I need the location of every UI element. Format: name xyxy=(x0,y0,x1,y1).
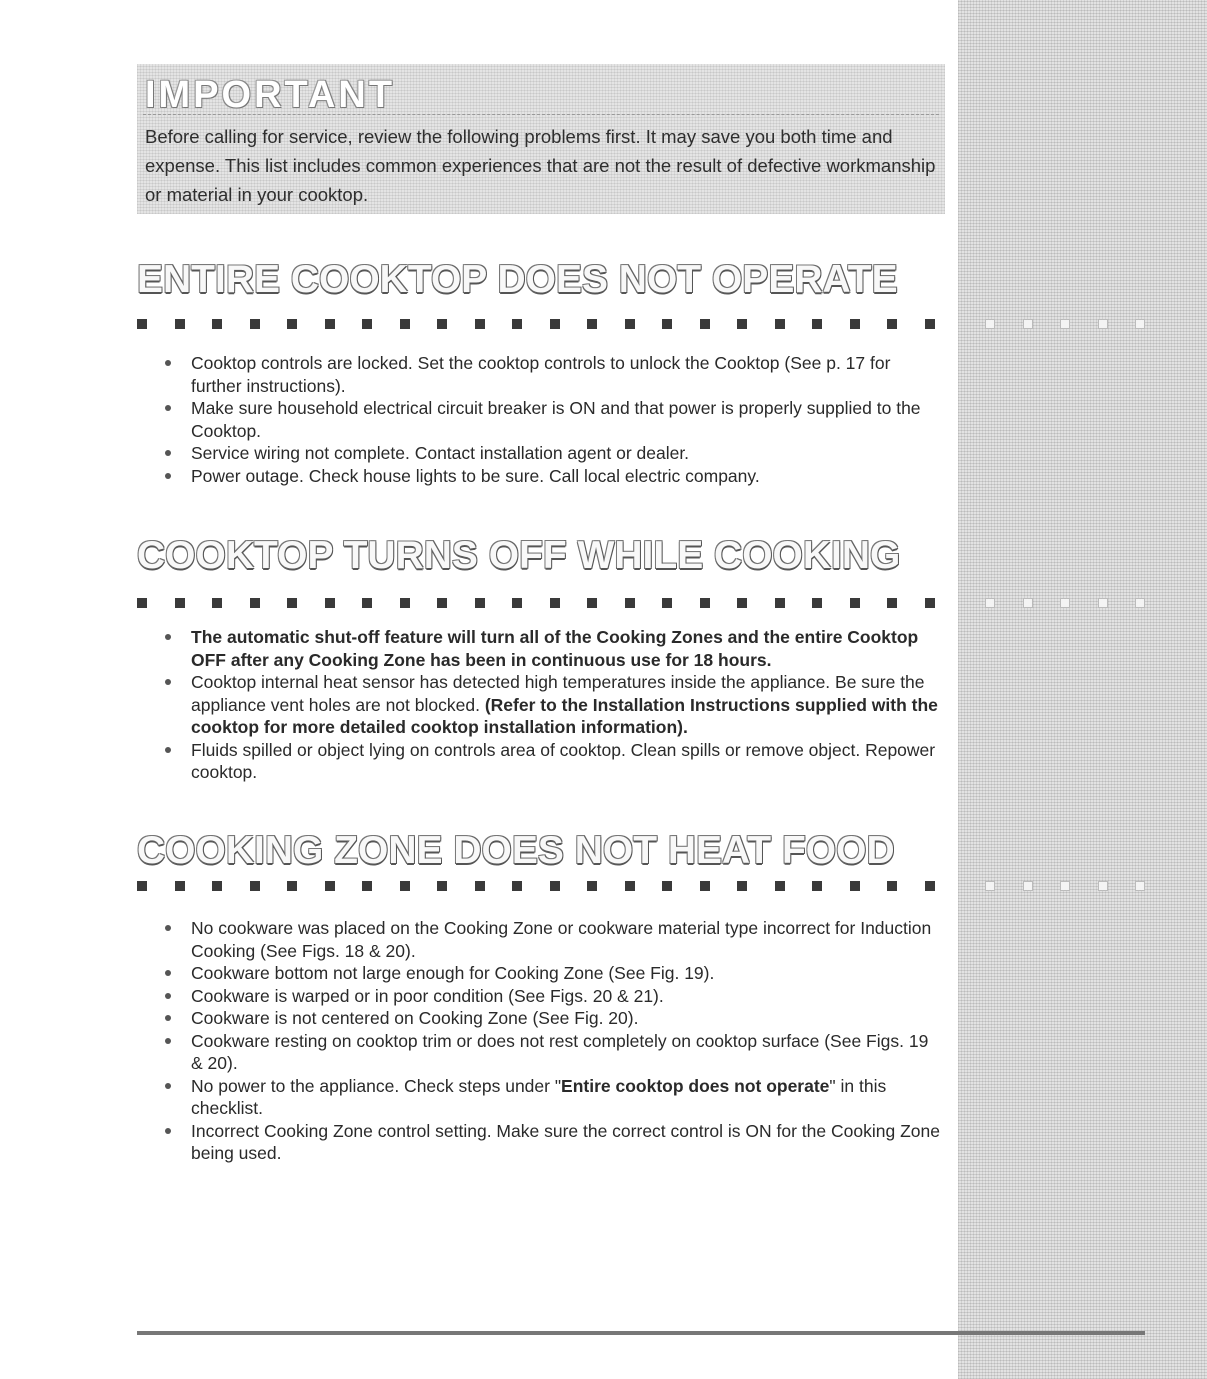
item-text: No power to the appliance. Check steps under " xyxy=(191,1075,562,1096)
divider-square xyxy=(587,598,597,608)
divider-square xyxy=(550,319,560,329)
item-bold-text: (Refer to the Installation Instructions supplied with the cooktop for more detailed cooktop installation information). xyxy=(191,694,938,737)
divider-square xyxy=(287,319,297,329)
divider-square xyxy=(512,881,522,891)
item-bold-text: The automatic shut-off feature will turn all of the Cooking Zones and the entire Cooktop OFF after any Cooking Zone has been in continuous use for 18 hours. xyxy=(191,627,919,670)
divider-square xyxy=(625,319,635,329)
divider-square xyxy=(175,598,185,608)
divider-square xyxy=(400,319,410,329)
divider-square xyxy=(512,598,522,608)
important-title: IMPORTANT xyxy=(145,74,396,116)
divider-square xyxy=(985,881,995,891)
section-title-cooktop-turns-off: COOKTOP TURNS OFF WHILE COOKING xyxy=(137,534,901,577)
divider-square xyxy=(775,319,785,329)
divider-square xyxy=(175,319,185,329)
list-item: Incorrect Cooking Zone control setting. Make sure the correct control is ON for the Cooking Zone being used. xyxy=(165,1120,943,1165)
section-title-cooking-zone: COOKING ZONE DOES NOT HEAT FOOD xyxy=(137,829,895,872)
divider xyxy=(143,114,939,115)
divider-square xyxy=(1023,319,1033,329)
divider-square xyxy=(850,319,860,329)
divider-square xyxy=(1135,598,1145,608)
divider-square xyxy=(400,881,410,891)
list-item: Power outage. Check house lights to be sure. Call local electric company. xyxy=(165,465,943,488)
square-divider xyxy=(137,598,1147,610)
divider-square xyxy=(925,319,935,329)
divider-square xyxy=(737,881,747,891)
divider-square xyxy=(250,319,260,329)
divider-square xyxy=(625,881,635,891)
divider-square xyxy=(550,881,560,891)
divider-square xyxy=(512,319,522,329)
list-item xyxy=(165,671,943,739)
divider-square xyxy=(137,319,147,329)
divider-square xyxy=(212,598,222,608)
divider-square xyxy=(887,319,897,329)
divider-square xyxy=(700,881,710,891)
important-notice xyxy=(137,64,945,214)
page-edge-tab xyxy=(958,0,1207,1379)
divider-square xyxy=(362,881,372,891)
divider-square xyxy=(1098,598,1108,608)
divider-square xyxy=(662,598,672,608)
square-divider xyxy=(137,319,1147,331)
divider-square xyxy=(925,598,935,608)
divider-square xyxy=(437,598,447,608)
list-item: Cookware resting on cooktop trim or does not rest completely on cooktop surface (See Figs. 19 & 20). xyxy=(165,1030,943,1075)
item-bold-text: Entire cooktop does not operate xyxy=(561,1075,830,1096)
section-title-entire-cooktop: ENTIRE COOKTOP DOES NOT OPERATE xyxy=(137,258,898,301)
divider-square xyxy=(887,881,897,891)
list-item: Cookware is warped or in poor condition (See Figs. 20 & 21). xyxy=(165,985,943,1008)
divider-square xyxy=(475,319,485,329)
list-item: Service wiring not complete. Contact installation agent or dealer. xyxy=(165,442,943,465)
divider-square xyxy=(587,881,597,891)
divider-square xyxy=(137,881,147,891)
divider-square xyxy=(1060,598,1070,608)
divider-square xyxy=(362,598,372,608)
divider-square xyxy=(550,598,560,608)
divider-square xyxy=(985,319,995,329)
divider-square xyxy=(250,598,260,608)
divider-square xyxy=(437,881,447,891)
divider-square xyxy=(437,319,447,329)
divider-square xyxy=(325,598,335,608)
divider-square xyxy=(212,881,222,891)
divider-square xyxy=(662,881,672,891)
divider-square xyxy=(700,319,710,329)
divider-square xyxy=(1023,881,1033,891)
divider-square xyxy=(137,598,147,608)
divider-square xyxy=(775,598,785,608)
list-item: No cookware was placed on the Cooking Zone or cookware material type incorrect for Induction Cooking (See Figs. 18 & 20). xyxy=(165,917,943,962)
divider-square xyxy=(1060,881,1070,891)
divider-square xyxy=(587,319,597,329)
list-item: Cooktop controls are locked. Set the cooktop controls to unlock the Cooktop (See p. 17 for further instructions). xyxy=(165,352,943,397)
item-text: " in this checklist. xyxy=(191,1075,887,1118)
divider-square xyxy=(175,881,185,891)
list-item: Cookware is not centered on Cooking Zone (See Fig. 20). xyxy=(165,1007,943,1030)
divider-square xyxy=(925,881,935,891)
divider-square xyxy=(850,881,860,891)
divider-square xyxy=(812,319,822,329)
divider-square xyxy=(1023,598,1033,608)
divider-square xyxy=(1098,881,1108,891)
square-divider xyxy=(137,881,1147,893)
list-cooktop-turns-off xyxy=(165,626,943,784)
divider-square xyxy=(250,881,260,891)
divider-square xyxy=(475,881,485,891)
divider-square xyxy=(325,881,335,891)
list-item: Cookware bottom not large enough for Cooking Zone (See Fig. 19). xyxy=(165,962,943,985)
footer-rule xyxy=(137,1331,1145,1335)
list-item: Make sure household electrical circuit breaker is ON and that power is properly supplied to the Cooktop. xyxy=(165,397,943,442)
divider-square xyxy=(737,319,747,329)
divider-square xyxy=(475,598,485,608)
item-text: Cooktop internal heat sensor has detected high temperatures inside the appliance. Be sure the appliance vent holes are not blocked. xyxy=(191,672,925,715)
divider-square xyxy=(400,598,410,608)
divider-square xyxy=(287,598,297,608)
divider-square xyxy=(775,881,785,891)
important-text: Before calling for service, review the following problems first. It may save you both time and expense. This list includes common experiences that are not the result of defective workmanship or material in your cooktop. xyxy=(145,126,936,205)
divider-square xyxy=(850,598,860,608)
list-entire-cooktop xyxy=(165,352,943,487)
divider-square xyxy=(737,598,747,608)
list-item xyxy=(165,1075,943,1120)
list-cooking-zone xyxy=(165,917,943,1165)
divider-square xyxy=(1135,881,1145,891)
divider-square xyxy=(212,319,222,329)
list-item xyxy=(165,626,943,671)
divider-square xyxy=(362,319,372,329)
divider-square xyxy=(1098,319,1108,329)
divider-square xyxy=(325,319,335,329)
divider-square xyxy=(887,598,897,608)
divider-square xyxy=(625,598,635,608)
divider-square xyxy=(1135,319,1145,329)
divider-square xyxy=(812,881,822,891)
divider-square xyxy=(287,881,297,891)
divider-square xyxy=(700,598,710,608)
divider-square xyxy=(985,598,995,608)
divider-square xyxy=(662,319,672,329)
divider-square xyxy=(812,598,822,608)
list-item: Fluids spilled or object lying on controls area of cooktop. Clean spills or remove object. Repower cooktop. xyxy=(165,739,943,784)
divider-square xyxy=(1060,319,1070,329)
